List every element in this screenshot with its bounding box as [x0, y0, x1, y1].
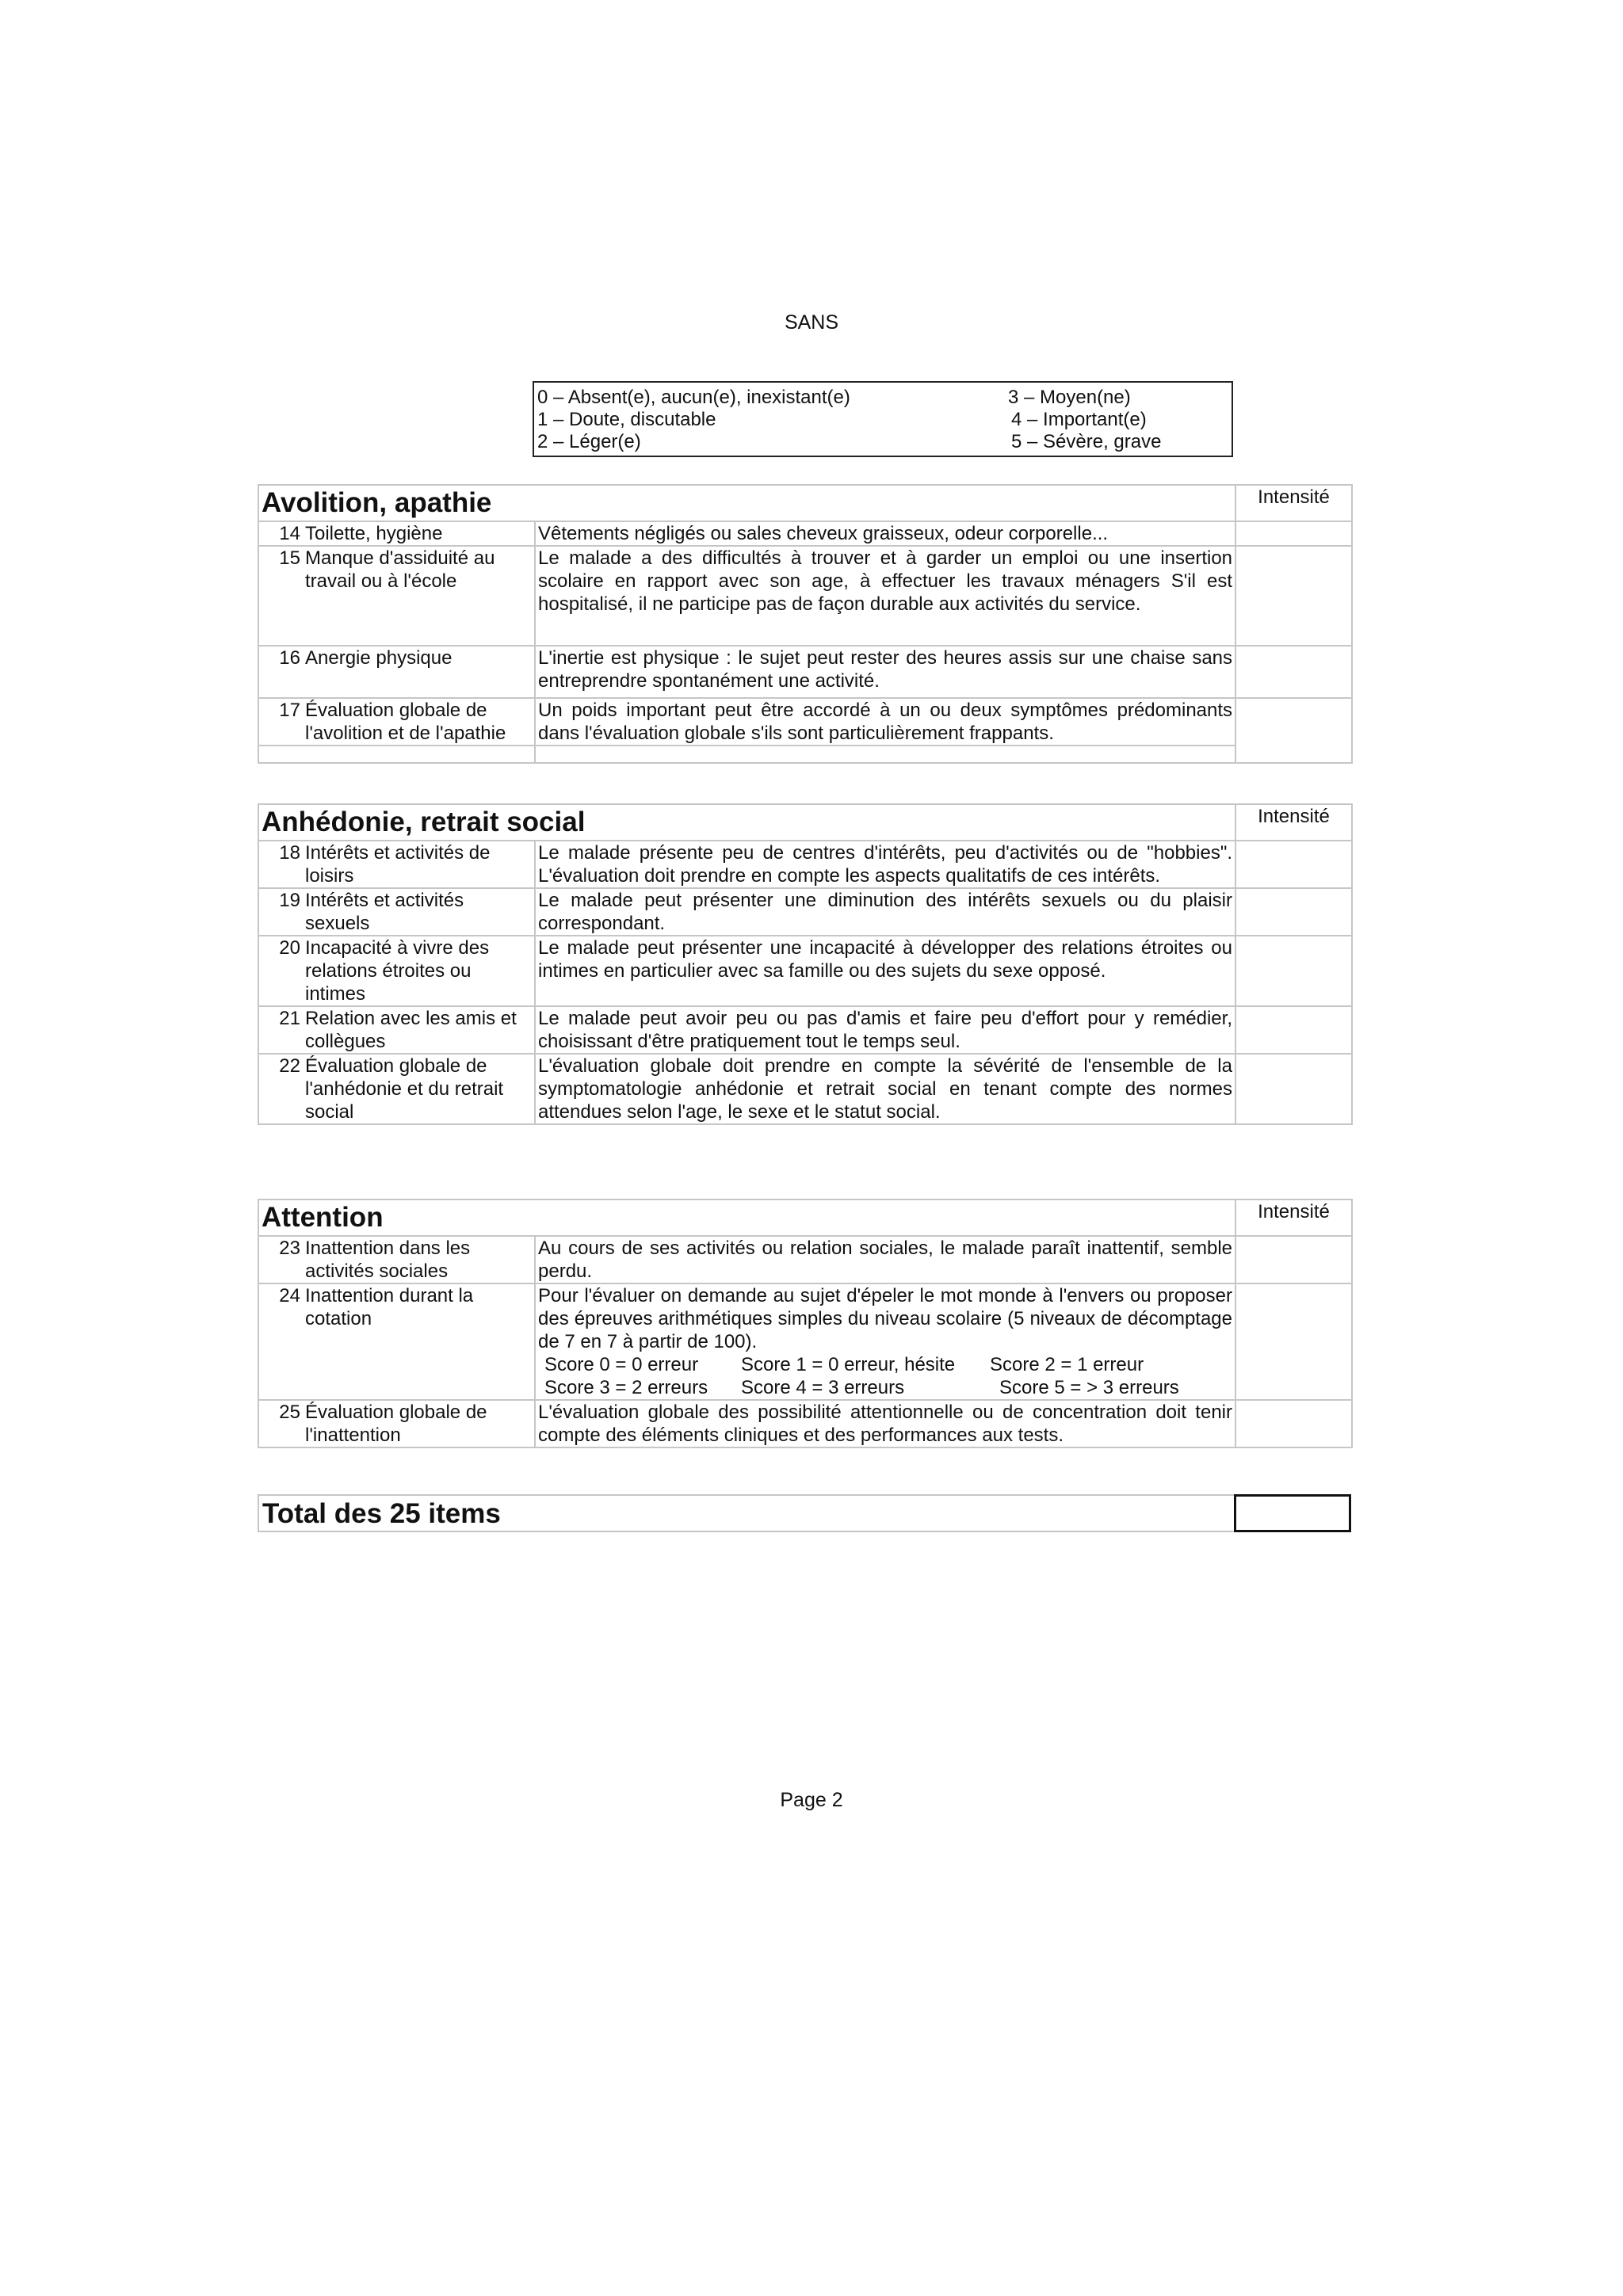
section-header [258, 1199, 1352, 1236]
legend-item-4: 4 – Important(e) [1011, 409, 1147, 430]
section-anhedonie-retrait-social [258, 803, 1353, 1125]
intensity-label: Intensité [1235, 1199, 1352, 1236]
item-description: Vêtements négligés ou sales cheveux graisseux, odeur corporelle... [535, 521, 1235, 546]
total-label: Total des 25 items [262, 1498, 501, 1529]
item-name: Inattention dans les activités sociales [303, 1236, 535, 1283]
score-scale [538, 1353, 1232, 1399]
rating-legend [533, 381, 1233, 457]
total-row [258, 1494, 1351, 1532]
score-4: Score 4 = 3 erreurs [741, 1377, 905, 1398]
item-number: 25 [258, 1400, 303, 1447]
item-description: Le malade peut avoir peu ou pas d'amis et faire peu d'effort pour y remédier, choisissant d'être pratiquement tout le temps seul. [535, 1006, 1235, 1054]
spacer [535, 746, 1235, 763]
legend-item-2: 2 – Léger(e) [537, 431, 641, 452]
legend-item-3: 3 – Moyen(ne) [1008, 387, 1131, 408]
item-name: Anergie physique [303, 646, 535, 698]
intensity-score-field[interactable] [1235, 646, 1352, 698]
item-number: 15 [258, 546, 303, 646]
item-number: 14 [258, 521, 303, 546]
item-name: Incapacité à vivre des relations étroites ou intimes [303, 936, 535, 1006]
item-number: 18 [258, 841, 303, 888]
score-5: Score 5 = > 3 erreurs [999, 1377, 1179, 1398]
intensity-score-field[interactable] [1235, 546, 1352, 646]
intensity-score-field[interactable] [1235, 841, 1352, 888]
item-number: 23 [258, 1236, 303, 1283]
intensity-label: Intensité [1235, 485, 1352, 521]
item-name: Évaluation globale de l'anhédonie et du retrait social [303, 1054, 535, 1124]
section-avolition-apathie [258, 484, 1353, 764]
table-row [258, 841, 1352, 888]
item-description: Un poids important peut être accordé à un ou deux symptômes prédominants dans l'évaluation globale s'ils sont particulièrement frappants. [535, 698, 1235, 746]
item-number: 17 [258, 698, 303, 746]
intensity-score-field[interactable] [1235, 888, 1352, 936]
legend-item-0: 0 – Absent(e), aucun(e), inexistant(e) [537, 387, 850, 408]
item-number: 21 [258, 1006, 303, 1054]
score-2: Score 2 = 1 erreur [990, 1354, 1144, 1375]
score-3: Score 3 = 2 erreurs [544, 1377, 708, 1398]
table-row [258, 521, 1352, 546]
legend-left-column [537, 387, 850, 453]
item-description: L'évaluation globale des possibilité attentionnelle ou de concentration doit tenir compte des éléments cliniques et des performances aux tests. [535, 1400, 1235, 1447]
table-row [258, 888, 1352, 936]
legend-item-5: 5 – Sévère, grave [1011, 431, 1162, 452]
spacer [258, 746, 535, 763]
table-row [258, 1283, 1352, 1400]
section-header [258, 485, 1352, 521]
intensity-score-field[interactable] [1235, 1054, 1352, 1124]
page-number: Page 2 [780, 1789, 843, 1811]
item-number: 20 [258, 936, 303, 1006]
intensity-score-field[interactable] [1235, 1283, 1352, 1400]
total-score-field[interactable] [1234, 1494, 1351, 1532]
item-name: Relation avec les amis et collègues [303, 1006, 535, 1054]
legend-item-1: 1 – Doute, discutable [537, 409, 716, 430]
item-number: 22 [258, 1054, 303, 1124]
table-row-spacer [258, 746, 1352, 763]
section-attention [258, 1199, 1353, 1448]
legend-right-column [1008, 387, 1161, 453]
table-row [258, 546, 1352, 646]
intensity-score-field[interactable] [1235, 521, 1352, 546]
item-name: Inattention durant la cotation [303, 1283, 535, 1400]
table-row [258, 1054, 1352, 1124]
section-title: Attention [258, 1199, 1235, 1236]
item-description: Au cours de ses activités ou relation sociales, le malade paraît inattentif, semble perdu. [535, 1236, 1235, 1283]
section-title: Avolition, apathie [258, 485, 1235, 521]
item-description: Le malade a des difficultés à trouver et à garder un emploi ou une insertion scolaire en rapport avec son age, à effectuer les travaux ménagers S'il est hospitalisé, il ne participe pas de façon durable aux activités du service. [535, 546, 1235, 646]
item-name: Évaluation globale de l'avolition et de l'apathie [303, 698, 535, 746]
document-title: SANS [784, 311, 839, 334]
item-description: Pour l'évaluer on demande au sujet d'épeler le mot monde à l'envers ou proposer des épreuves arithmétiques simples du niveau scolaire (5 niveaux de décomptage de 7 en 7 à partir de 100). [538, 1285, 1232, 1352]
item-number: 16 [258, 646, 303, 698]
table-row [258, 1236, 1352, 1283]
item-description: L'inertie est physique : le sujet peut rester des heures assis sur une chaise sans entreprendre spontanément une activité. [535, 646, 1235, 698]
item-name: Toilette, hygiène [303, 521, 535, 546]
table-row [258, 1400, 1352, 1447]
section-title: Anhédonie, retrait social [258, 804, 1235, 841]
table-row [258, 936, 1352, 1006]
item-description: Le malade présente peu de centres d'intérêts, peu d'activités ou de "hobbies". L'évaluation doit prendre en compte les aspects qualitatifs de ces intérêts. [535, 841, 1235, 888]
item-description-cell [535, 1283, 1235, 1400]
intensity-score-field[interactable] [1235, 698, 1352, 763]
score-1: Score 1 = 0 erreur, hésite [741, 1354, 956, 1375]
intensity-score-field[interactable] [1235, 936, 1352, 1006]
intensity-score-field[interactable] [1235, 1236, 1352, 1283]
table-row [258, 698, 1352, 746]
intensity-score-field[interactable] [1235, 1400, 1352, 1447]
item-name: Intérêts et activités sexuels [303, 888, 535, 936]
table-row [258, 1006, 1352, 1054]
item-name: Intérêts et activités de loisirs [303, 841, 535, 888]
table-row [258, 646, 1352, 698]
intensity-label: Intensité [1235, 804, 1352, 841]
item-description: Le malade peut présenter une incapacité à développer des relations étroites ou intimes en particulier avec sa famille ou des sujets du sexe opposé. [535, 936, 1235, 1006]
item-number: 19 [258, 888, 303, 936]
section-header [258, 804, 1352, 841]
item-description: L'évaluation globale doit prendre en compte la sévérité de l'ensemble de la symptomatologie anhédonie et retrait social en tenant compte des normes attendues selon l'age, le sexe et le statut social. [535, 1054, 1235, 1124]
item-description: Le malade peut présenter une diminution des intérêts sexuels ou du plaisir correspondant. [535, 888, 1235, 936]
item-name: Évaluation globale de l'inattention [303, 1400, 535, 1447]
item-number: 24 [258, 1283, 303, 1400]
intensity-score-field[interactable] [1235, 1006, 1352, 1054]
score-0: Score 0 = 0 erreur [544, 1354, 699, 1375]
item-name: Manque d'assiduité au travail ou à l'école [303, 546, 535, 646]
